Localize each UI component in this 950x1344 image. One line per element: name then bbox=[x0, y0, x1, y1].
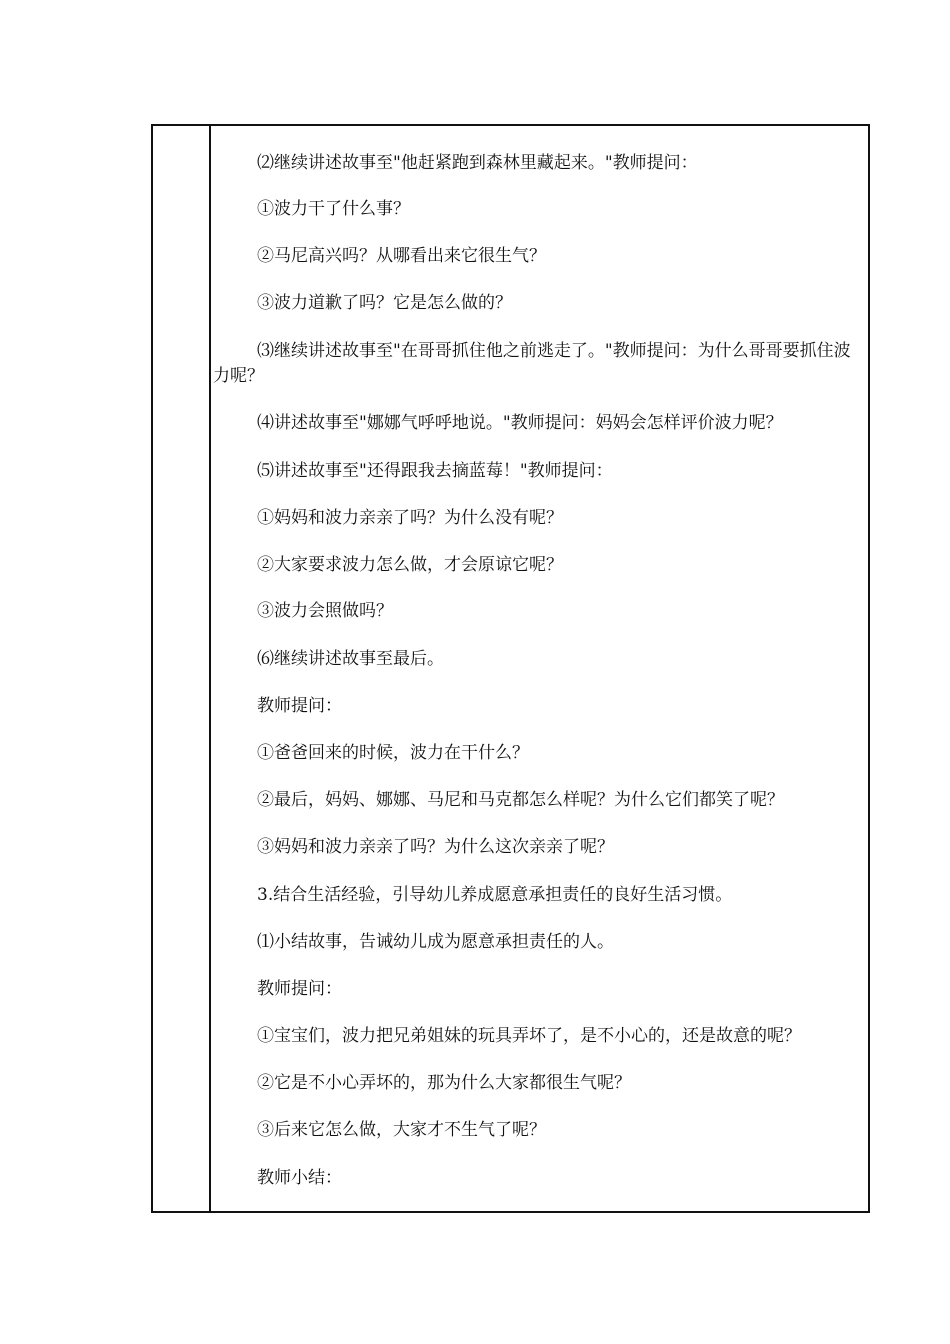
paragraph: ②它是不小心弄坏的，那为什么大家都很生气呢？ bbox=[257, 1073, 631, 1093]
paragraph: 教师提问： bbox=[257, 979, 342, 999]
paragraph: ②马尼高兴吗？从哪看出来它很生气？ bbox=[257, 246, 546, 266]
paragraph: ⑷讲述故事至"娜娜气呼呼地说。"教师提问：妈妈会怎样评价波力呢？ bbox=[257, 413, 783, 433]
column-divider bbox=[209, 126, 211, 1211]
paragraph: ⑹继续讲述故事至最后。 bbox=[257, 649, 444, 669]
paragraph: ③妈妈和波力亲亲了吗？为什么这次亲亲了呢？ bbox=[257, 837, 614, 857]
paragraph: ③波力道歉了吗？它是怎么做的？ bbox=[257, 293, 512, 313]
paragraph: 教师提问： bbox=[257, 696, 342, 716]
content-cell bbox=[213, 126, 868, 1211]
paragraph: ①爸爸回来的时候，波力在干什么？ bbox=[257, 743, 529, 763]
paragraph: ①波力干了什么事？ bbox=[257, 199, 410, 219]
paragraph: ③波力会照做吗？ bbox=[257, 601, 393, 621]
paragraph: ①妈妈和波力亲亲了吗？为什么没有呢？ bbox=[257, 508, 563, 528]
paragraph: ⑶继续讲述故事至"在哥哥抓住他之前逃走了。"教师提问：为什么哥哥要抓住波力呢？ bbox=[213, 341, 851, 386]
paragraph: ③后来它怎么做，大家才不生气了呢？ bbox=[257, 1120, 546, 1140]
paragraph: 3.结合生活经验，引导幼儿养成愿意承担责任的良好生活习惯。 bbox=[257, 885, 733, 905]
paragraph: ②大家要求波力怎么做，才会原谅它呢？ bbox=[257, 555, 563, 575]
paragraph: ⑵继续讲述故事至"他赶紧跑到森林里藏起来。"教师提问： bbox=[257, 153, 698, 173]
content-table bbox=[151, 124, 870, 1213]
paragraph: ②最后，妈妈、娜娜、马尼和马克都怎么样呢？为什么它们都笑了呢？ bbox=[257, 790, 784, 810]
paragraph: ⑴小结故事，告诫幼儿成为愿意承担责任的人。 bbox=[257, 932, 614, 952]
paragraph: 教师小结： bbox=[257, 1168, 342, 1188]
paragraph: ⑸讲述故事至"还得跟我去摘蓝莓！"教师提问： bbox=[257, 461, 613, 481]
paragraph: ①宝宝们，波力把兄弟姐妹的玩具弄坏了，是不小心的，还是故意的呢？ bbox=[257, 1026, 801, 1046]
